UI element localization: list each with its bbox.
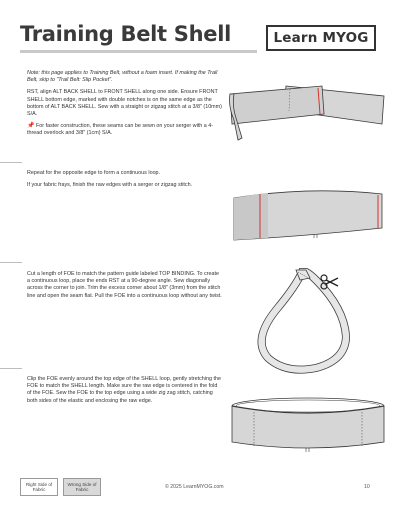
section-2-body: Repeat for the opposite edge to form a continuous loop. — [27, 170, 161, 176]
section-1-tip-text: For faster construction, these seams can be sewn on your serger with a 4-thread overlock and 3/8" (1cm) S/A. — [27, 123, 214, 137]
brand-logo: Learn MYOG — [266, 25, 376, 51]
section-1-tip — [27, 123, 223, 137]
section-3-text — [27, 271, 223, 305]
section-1-body: RST, align ALT BACK SHELL to FRONT SHELL along one side. Ensure FRONT SHELL bottom edge, marked with double notches is on the same edge as the bottom of ALT BACK SHELL. Sew with a straight or zigzag stitch at a 3/8" (10mm) S/A. — [27, 89, 222, 118]
section-1-text — [27, 70, 223, 143]
foe-loop-illustration — [246, 266, 366, 376]
section-4-body: Clip the FOE evenly around the top edge of the SHELL loop, gently stretching the FOE to match the SHELL length. Make sure the raw edge is centered in the fold of the FOE. Sew the FOE to the top edge using a wide zig zag stitch, catching both sides of the elastic and enclosing the raw edge. — [27, 376, 221, 404]
shell-binding-illustration — [226, 392, 390, 462]
section-3-body: Cut a length of FOE to match the pattern guide labeled TOP BINDING. To create a continuous loop, place the ends RST at a 90-degree angle. Sew diagonally across the corner to join. Trim the excess corner about 1/8" (3mm) from the stitch line and open the seam flat. Pull the FOE into a continuous loop without any twist. — [27, 271, 222, 299]
pin-icon: 📌 — [27, 123, 35, 130]
shell-seam-illustration — [226, 80, 386, 152]
title-underline — [20, 50, 257, 53]
section-1-note: Note: this page applies to Training Belt, without a foam insert. If making the Trail Belt, skip to "Trail Belt: Slip Pocket". — [27, 70, 218, 84]
page-title: Training Belt Shell — [20, 22, 231, 46]
section-divider — [0, 162, 22, 163]
section-2-text — [27, 170, 223, 194]
shell-loop-illustration — [228, 182, 388, 248]
section-divider — [0, 368, 22, 369]
legend-wrong-side: Wrong Side of Fabric — [63, 478, 101, 496]
section-divider — [0, 262, 22, 263]
section-2-body2: If your fabric frays, finish the raw edges with a serger or zigzag stitch. — [27, 182, 193, 189]
copyright: © 2025 LearnMYOG.com — [165, 484, 224, 490]
legend-right-side: Right Side of Fabric — [20, 478, 58, 496]
page-number: 10 — [364, 484, 370, 490]
section-4-text — [27, 376, 223, 410]
